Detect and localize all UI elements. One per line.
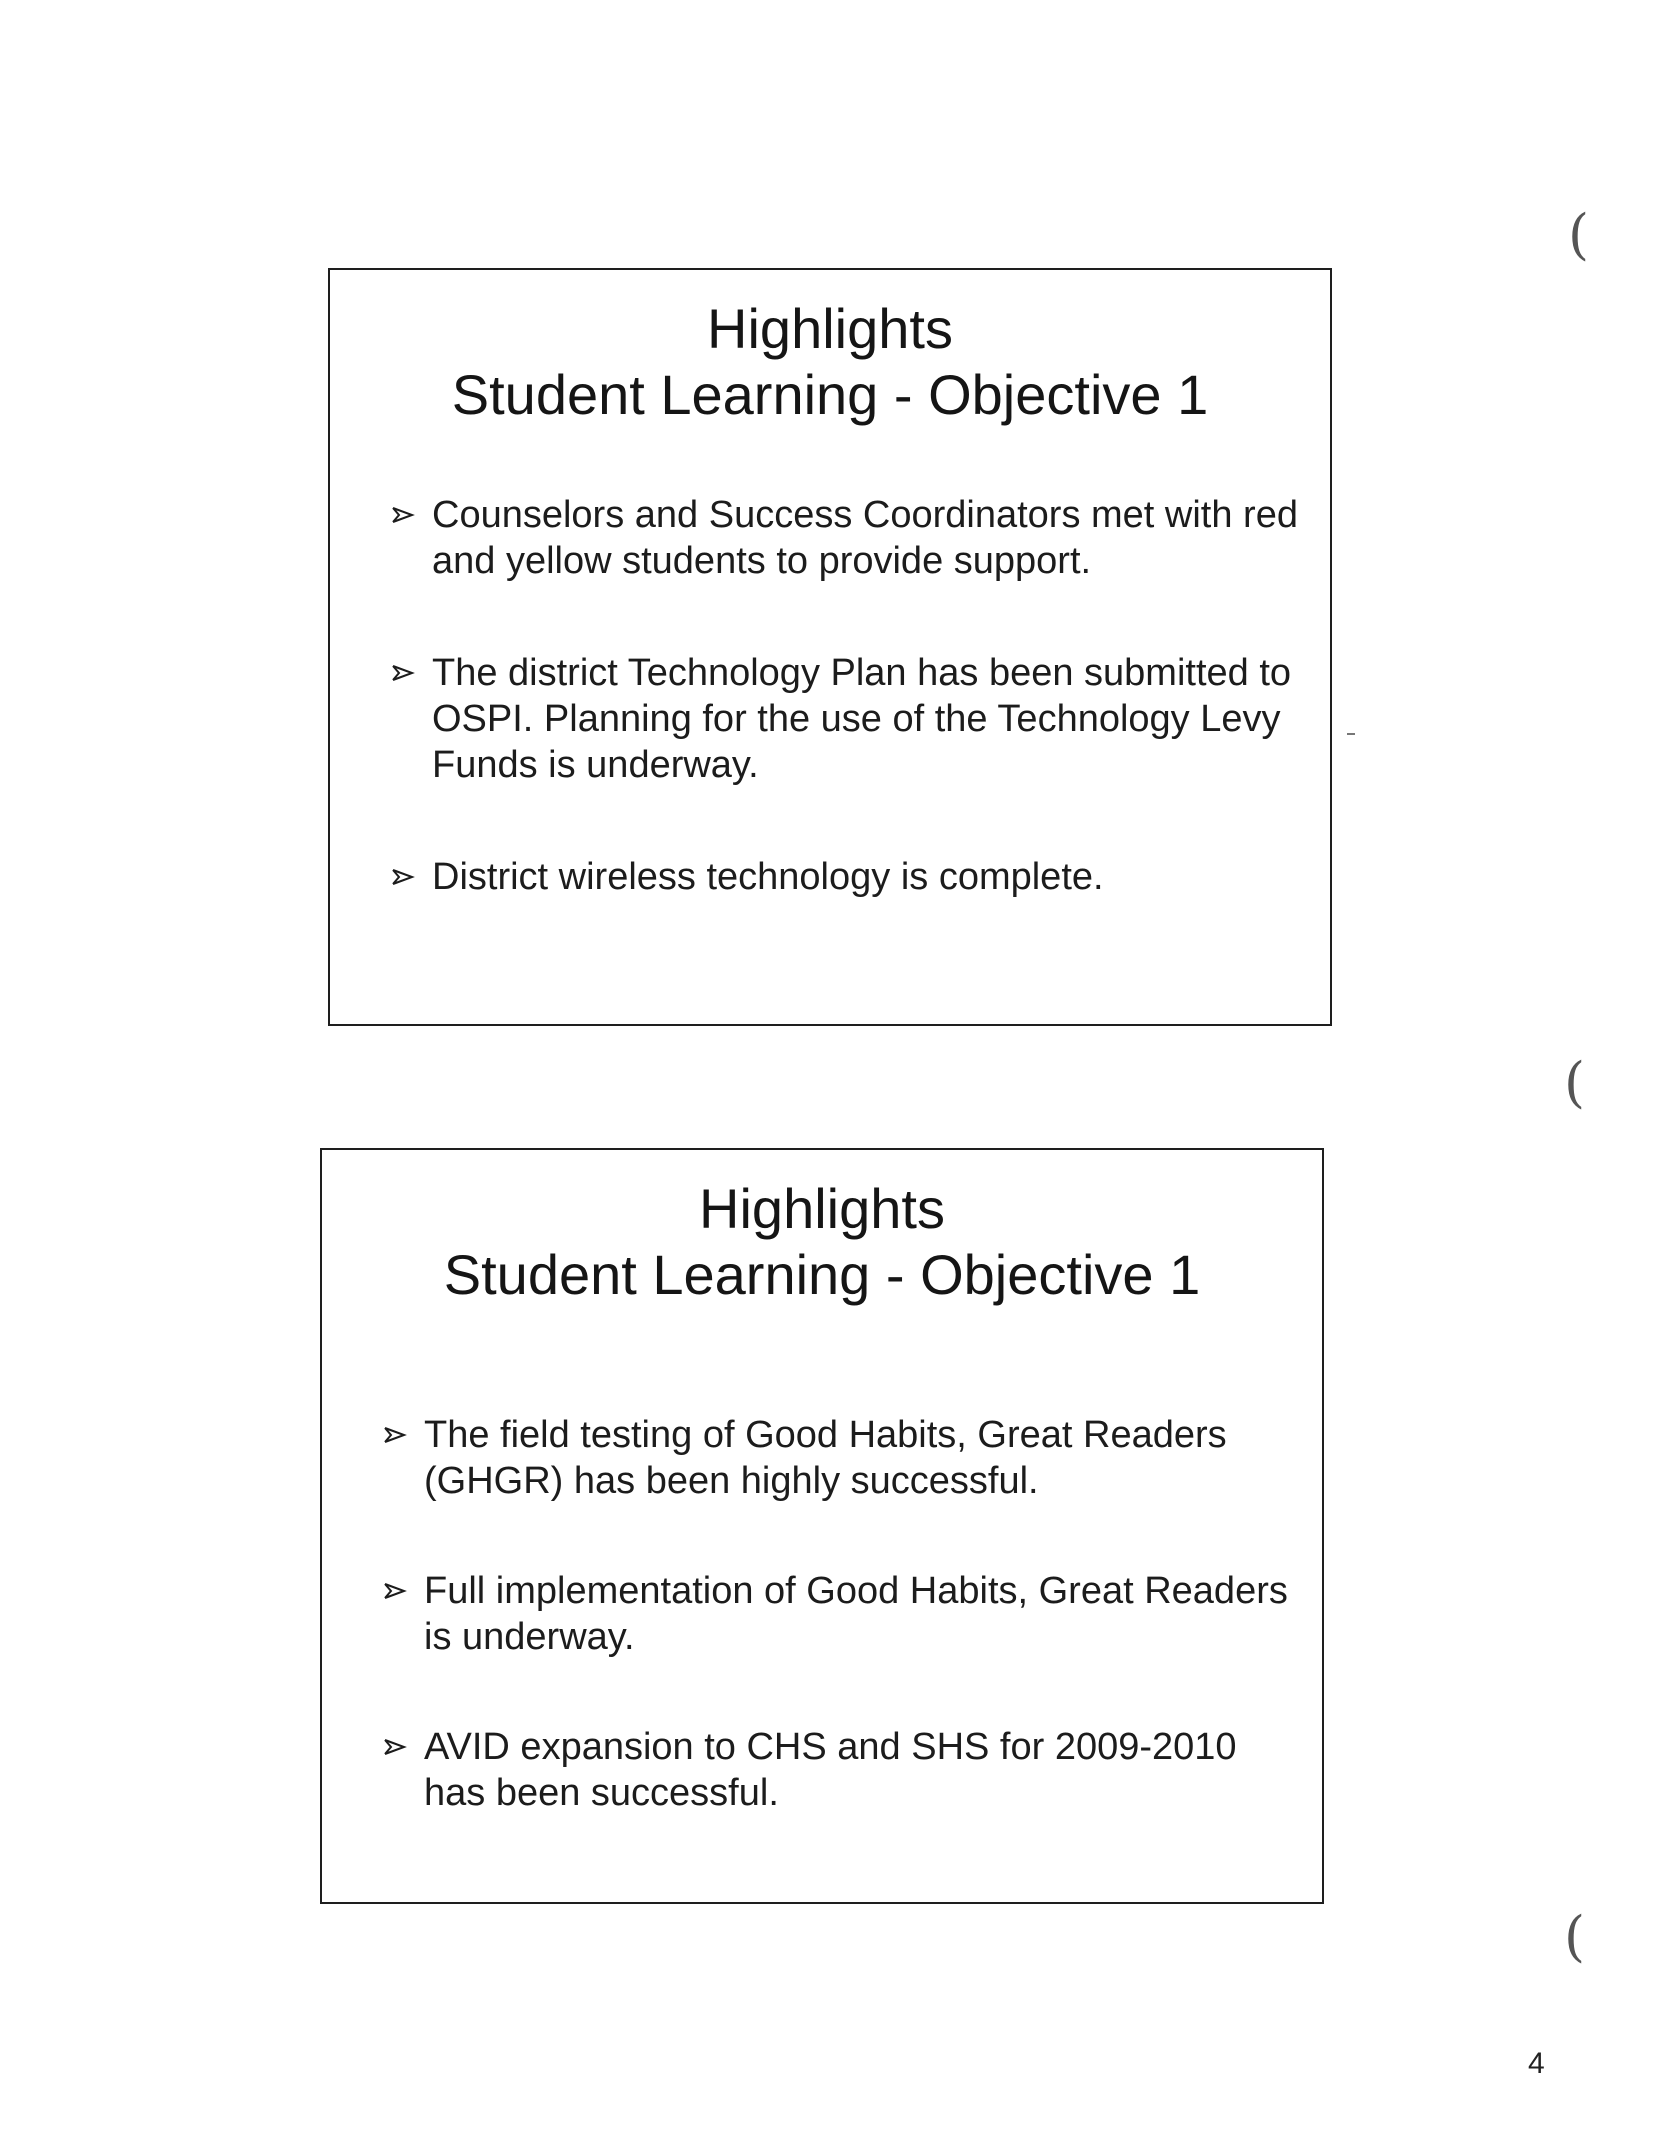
list-item — [382, 1724, 1292, 1816]
bullet-list — [390, 492, 1300, 966]
margin-paren-mark: ( — [1564, 1905, 1586, 1968]
slide-title-line-1: Highlights — [699, 1177, 945, 1240]
slide-title-line-2: Student Learning - Objective 1 — [443, 1243, 1201, 1306]
list-item — [382, 1568, 1292, 1660]
slide-title-line-2: Student Learning - Objective 1 — [451, 363, 1209, 426]
arrowhead-bullet-icon — [390, 660, 416, 686]
arrowhead-bullet-icon — [382, 1734, 408, 1760]
slide-title — [330, 296, 1330, 428]
margin-paren-mark: ( — [1564, 1051, 1586, 1114]
list-item — [390, 854, 1300, 900]
bullet-text: The district Technology Plan has been submitted to OSPI. Planning for the use of the Technology Levy Funds is underway. — [432, 652, 1292, 786]
slide-title — [322, 1176, 1322, 1308]
list-item — [390, 650, 1300, 788]
bullet-text: Full implementation of Good Habits, Great Readers is underway. — [424, 1570, 1288, 1658]
margin-paren-mark: ( — [1568, 203, 1590, 266]
arrowhead-bullet-icon — [390, 502, 416, 528]
arrowhead-bullet-icon — [382, 1422, 408, 1448]
bullet-text: AVID expansion to CHS and SHS for 2009-2010 has been successful. — [424, 1726, 1237, 1814]
list-item — [390, 492, 1300, 584]
bullet-text: District wireless technology is complete. — [432, 856, 1104, 898]
slide-1 — [328, 268, 1332, 1026]
slide-title-line-1: Highlights — [707, 297, 953, 360]
slide-2 — [320, 1148, 1324, 1904]
arrowhead-bullet-icon — [382, 1578, 408, 1604]
scan-mark — [1347, 733, 1355, 735]
bullet-list — [382, 1412, 1292, 1880]
arrowhead-bullet-icon — [390, 864, 416, 890]
list-item — [382, 1412, 1292, 1504]
bullet-text: The field testing of Good Habits, Great Readers (GHGR) has been highly successful. — [424, 1414, 1227, 1502]
page-number: 4 — [1528, 2047, 1545, 2080]
bullet-text: Counselors and Success Coordinators met with red and yellow students to provide support. — [432, 494, 1298, 582]
